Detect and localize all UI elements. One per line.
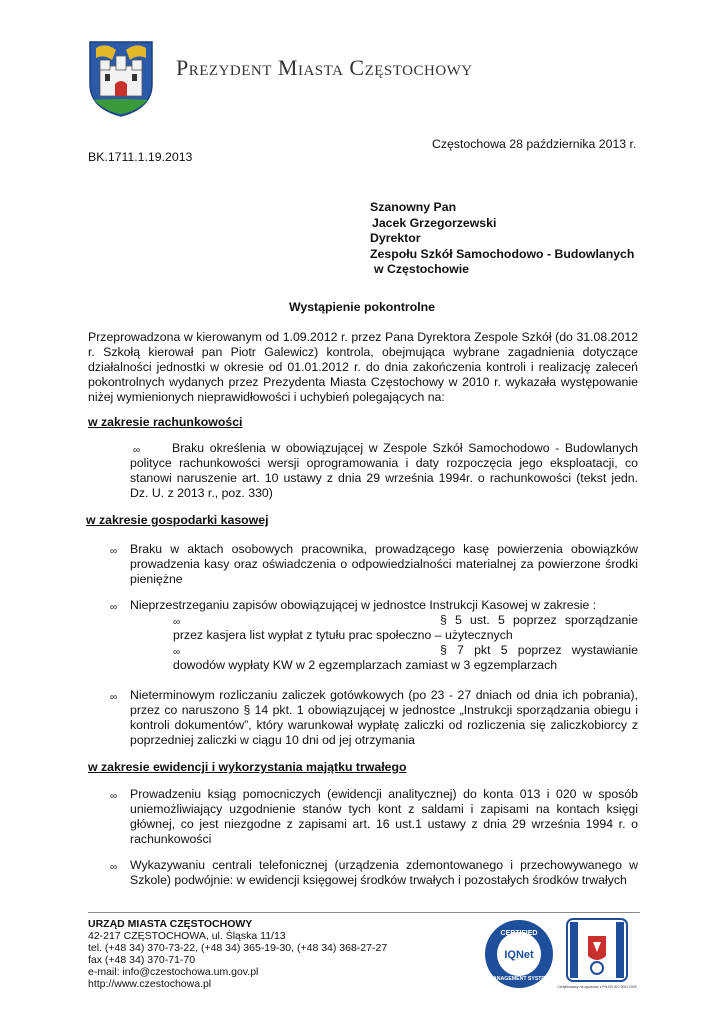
addressee-name: Jacek Grzegorzewski	[372, 215, 497, 230]
bullet-icon: ∞	[133, 445, 141, 456]
footer-website[interactable]: http://www.czestochowa.pl	[88, 978, 212, 990]
bullet-icon: ∞	[173, 647, 181, 658]
bullet-icon: ∞	[173, 617, 181, 628]
cert2-caption: Certyfikowany na zgodność z PN-EN ISO 9001:2009	[557, 985, 637, 989]
addressee-city: w Częstochowie	[374, 262, 469, 276]
section-heading-assets: w zakresie ewidencji i wykorzystania majątku trwałego	[88, 760, 407, 774]
addressee-salutation: Szanowny Pan	[370, 200, 457, 214]
footer-fax: fax (+48 34) 370-71-70	[88, 954, 196, 966]
section-heading-cash: w zakresie gospodarki kasowej	[86, 513, 269, 527]
footer-divider	[88, 912, 640, 913]
assets-item-1: Prowadzeniu ksiąg pomocniczych (ewidencji analitycznej) do konta 013 i 020 w sposób uniemożliwiający uzgodnienie stanów tych kont z saldami i zapisami na kontach księgi głównej, co jest niezgodne z zapisami art. 16 ust.1 ustawy z dnia 29 września 1994 r. o rachunkowości	[130, 787, 638, 846]
footer-email[interactable]: e-mail: info@czestochowa.um.gov.pl	[88, 966, 259, 978]
cert1-brand-text: IQNet	[504, 949, 534, 961]
pn-en-iso-certification-logo	[557, 918, 637, 998]
assets-item-2: Wykazywaniu centrali telefonicznej (urządzenia zdemontowanego i przechowywanego w Szkole) podwójnie: w ewidencji księgowej środków trwałych i pozostałych środków trwałych	[130, 858, 638, 887]
bullet-icon: ∞	[110, 862, 118, 873]
reference-number: BK.1711.1.19.2013	[88, 150, 193, 164]
footer-contact	[88, 918, 387, 990]
bullet-icon: ∞	[110, 791, 118, 802]
cert1-top-text: CERTIFIED	[500, 930, 538, 937]
cash-sub-1-ref: § 5 ust. 5 poprzez sporządzanie	[440, 613, 638, 627]
bullet-icon: ∞	[110, 692, 118, 703]
footer-phone: tel. (+48 34) 370-73-22, (+48 34) 365-19-30, (+48 34) 368-27-27	[88, 942, 388, 954]
cert1-bottom-text: MANAGEMENT SYSTEM	[488, 976, 550, 982]
accounting-item-1: Braku określenia w obowiązującej w Zespole Szkół Samochodowo - Budowlanych polityce rachunkowości wersji oprogramowania i daty rozpoczęcia jego eksploatacji, co stanowi naruszenie art. 10 ustawy z dnia 29 września 1994r. o rachunkowości (tekst jedn. Dz. U. z 2013 r., poz. 330)	[130, 441, 638, 500]
cash-item-1: Braku w aktach osobowych pracownika, prowadzącego kasę powierzenia obowiązków prowadzenia kasy oraz oświadczenia o odpowiedzialności materialnej za powierzone środki pieniężne	[130, 542, 638, 586]
letter-date: Częstochowa 28 października 2013 r.	[432, 137, 637, 151]
cash-item-3: Nieterminowym rozliczaniu zaliczek gotówkowych (po 23 - 27 dniach od dnia ich pobrania), przez co naruszono § 14 pkt. 1 obowiązującej w jednostce „Instrukcji sporządzania obiegu i kontroli dokumentów”, który warunkował wypłatę zaliczki od rozliczenia się zaliczkobiorcy z poprzedniej zaliczki w ciągu 10 dni od jej otrzymania	[130, 688, 638, 747]
section-heading-accounting: w zakresie rachunkowości	[88, 415, 243, 429]
intro-paragraph: Przeprowadzona w kierowanym od 1.09.2012 r. przez Pana Dyrektora Zespole Szkół (do 31.08.2012 r. Szkołą kierował pan Piotr Galewicz) kontrola, obejmująca wybrane zagadnienia dotyczące działalności jednostki w okresie od 01.01.2012 r. do dnia zakończenia kontroli i realizację zaleceń pokontrolnych wydanych przez Prezydenta Miasta Częstochowy w 2010 r. wykazała występowanie niżej wymienionych nieprawidłowości i uchybień polegających na:	[88, 330, 638, 404]
iqnet-certification-logo	[483, 918, 555, 990]
office-title: Prezydent Miasta Częstochowy	[176, 55, 473, 80]
letter-subject: Wystąpienie pokontrolne	[289, 300, 435, 314]
cash-sub-1-text: przez kasjera list wypłat z tytułu prac społeczno – użytecznych	[173, 628, 513, 642]
addressee-position: Dyrektor	[370, 231, 421, 245]
footer-address: 42-217 CZĘSTOCHOWA, ul. Śląska 11/13	[88, 930, 286, 942]
footer-office-name: URZĄD MIASTA CZĘSTOCHOWY	[88, 918, 253, 930]
cash-sub-2-ref: § 7 pkt 5 poprzez wystawianie	[440, 643, 638, 657]
addressee-institution: Zespołu Szkół Samochodowo - Budowlanych	[370, 246, 635, 261]
cash-item-2: Nieprzestrzeganiu zapisów obowiązującej w jednostce Instrukcji Kasowej w zakresie :	[130, 598, 597, 612]
bullet-icon: ∞	[110, 602, 118, 613]
cash-sub-2-text: dowodów wypłaty KW w 2 egzemplarzach zamiast w 3 egzemplarzach	[173, 658, 558, 672]
bullet-icon: ∞	[110, 546, 118, 557]
city-crest-logo	[86, 38, 156, 118]
addressee-block	[370, 200, 634, 278]
